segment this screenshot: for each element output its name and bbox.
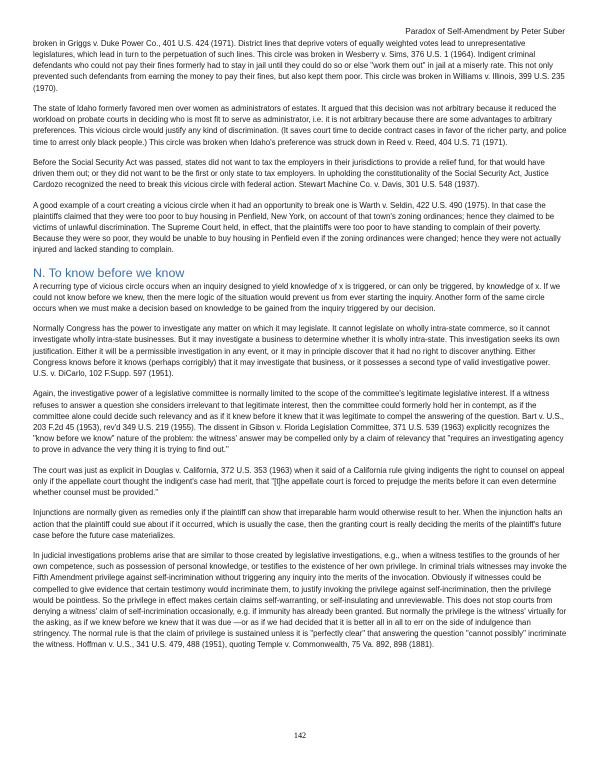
paragraph: The state of Idaho formerly favored men over women as administrators of estates. It argued that this decision was not arbitrary because it reduced the workload on probate courts in deciding who is most fit to serve as administrator, i.e. it is not arbitrary because there are some advantages to arbitrary preferences. This vicious circle would justify any kind of discrimination. (It saves court time to decide contract cases in favor of the richer party, and police time to arrest only black people.) This circle was broken when Idaho's preference was struck down in Reed v. Reed, 404 U.S. 71 (1971).	[33, 104, 567, 147]
running-head: Paradox of Self-Amendment by Peter Suber	[405, 27, 565, 36]
paragraph: A good example of a court creating a vicious circle when it had an opportunity to break one is Warth v. Seldin, 422 U.S. 490 (1975). In that case the plaintiffs claimed that they were too poor to buy housing in Penfield, New York, on account of that town's zoning ordinances; hence they claimed to be victims of unlawful discrimination. The Supreme Court held, in effect, that the plaintiffs were too poor to have standing to complain of their poverty. Because they were so poor, they would be unable to buy housing in Penfield even if the zoning ordinances were changed; hence they were not actually injured and lacked standing to complain.	[33, 200, 561, 255]
section-heading: N. To know before we know	[33, 265, 185, 280]
page-number: 142	[293, 731, 307, 740]
paragraph: In judicial investigations problems arise that are similar to those created by legislative investigations, e.g., when a witness testifies to the grounds of her own competence, such as possession of personal knowledge, or testifies to the existence of her own privilege. In criminal trials witnesses may invoke the Fifth Amendment privilege against self-incrimination without triggering any inquiry into the merits of the invocation. Obviously if witnesses could be compelled to give evidence that certain testimony would incriminate them, to justify invoking the privilege against self-incrimination, then the privilege would be pointless. So the privilege in effect makes certain claims self-warranting, or self-insulating and unreviewable. This does not stop courts from denying a witness' claim of self-incrimination occasionally, e.g. if immunity has already been granted. But normally the privilege is the witness' virtually for the asking, as if we knew before we knew that it was due —or as if we had decided that it is better all in all to err on the side of indulgence than stringency. The normal rule is that the claim of privilege is sustained unless it is "perfectly clear" that answering the question "cannot possibly" incriminate the witness. Hoffman v. U.S., 341 U.S. 479, 488 (1951), quoting Temple v. Commonwealth, 75 Va. 892, 898 (1881).	[33, 551, 567, 650]
paragraph: Injunctions are normally given as remedies only if the plaintiff can show that irreparable harm would otherwise result to her. When the injunction halts an action that the plaintiff could sue about if it occurred, which is usually the case, then the granting court is really deciding the merits of the plaintiff's future case before the future case materializes.	[33, 508, 563, 540]
paragraph: Before the Social Security Act was passed, states did not want to tax the employers in their jurisdictions to provide a relief fund, for that would have driven them out; or they did not want to be the first or only state to tax employers. In upholding the constitutionality of the Social Security Act, Justice Cardozo recognized the need to break this vicious circle with federal action. Stewart Machine Co. v. Davis, 301 U.S. 548 (1937).	[33, 158, 549, 190]
paragraph: Normally Congress has the power to investigate any matter on which it may legislate. It cannot legislate on wholly intra-state commerce, so it cannot investigate wholly intra-state businesses. But it may investigate a business to determine whether it is wholly intra-state. This investigation seeks its own justification. Either it will be a permissible investigation in any event, or it may in principle discover that it had no right to discover anything. Either Congress knows before it knows (perhaps corrigibly) that it may investigate that business, or it possesses a second type of valid investigative power. U.S. v. DiCarlo, 102 F.Supp. 597 (1951).	[33, 324, 560, 378]
paragraph: A recurring type of vicious circle occurs when an inquiry designed to yield knowledge of x is triggered, or can only be triggered, by knowledge of x. If we could not know before we knew, then the mere logic of the situation would prevent us from ever starting the inquiry. Another form of the same circle occurs when we must make a decision based on knowledge to be gained from the inquiry triggered by our decision.	[33, 281, 561, 313]
paragraph: The court was just as explicit in Douglas v. California, 372 U.S. 353 (1963) when it said of a California rule giving indigents the right to counsel on appeal only if the appellate court thought the indigent's case had merit, that "[t]he appellate court is forced to prejudge the merits before it can even determine whether counsel must be provided."	[33, 465, 565, 497]
paragraph: Again, the investigative power of a legislative committee is normally limited to the scope of the committee's legitimate legislative interest. If a witness refuses to answer a question she considers irrelevant to that legitimate interest, then the committee could formerly hold her in contempt, as if the committee alone could decide such relevancy and as if it knew before it knew that it was legitimate to compel the answering of the question. Bart v. U.S., 203 F.2d 45 (1953), rev'd 349 U.S. 219 (1955). The dissent in Gibson v. Florida Legislation Committee, 371 U.S. 539 (1963) explicitly recognizes the "know before we know" nature of the problem: the witness' answer may be compelled only by a claim of relevancy that "requires an investigating agency to prove in advance the very thing it is trying to find out."	[33, 389, 564, 455]
paragraph: broken in Griggs v. Duke Power Co., 401 U.S. 424 (1971). District lines that deprive voters of equally weighted votes lead to unrepresentative legislatures, which lead in turn to the perpetuation of such lines. This circle was broken in Wesberry v. Sims, 376 U.S. 1 (1964). Indigent criminal defendants who could not pay their fines formerly had to stay in jail until they could do so or else "work them out" in jail at a miserly rate. This not only prevented such defendants from earning the money to pay their fines, but also kept them poor. This circle was broken in Williams v. Illinois, 399 U.S. 235 (1970).	[33, 39, 565, 93]
